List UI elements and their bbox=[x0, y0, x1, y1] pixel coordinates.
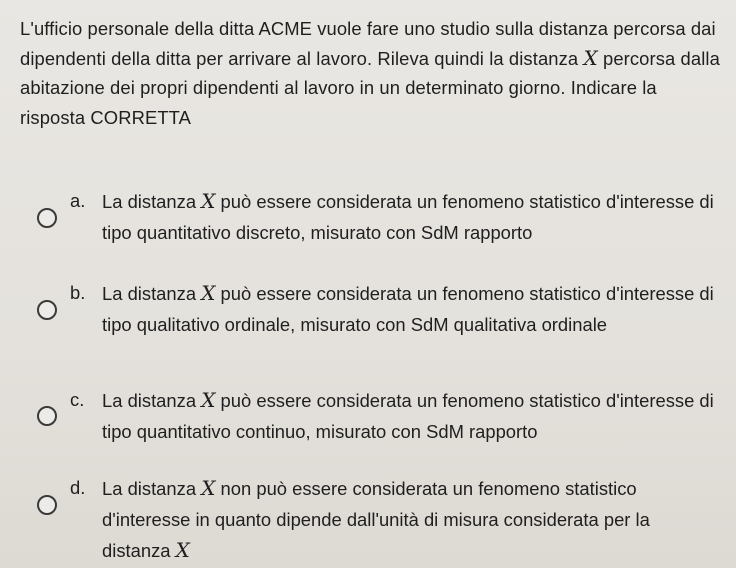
option-b-radio[interactable] bbox=[37, 300, 57, 320]
option-c-text-after: può essere considerata un fenomeno statistico d'interesse di tipo quantitativo continuo, misurato con SdM rapporto bbox=[102, 390, 714, 442]
question-variable: X bbox=[583, 45, 598, 70]
question-text-before: L'ufficio personale della ditta ACME vuole fare uno studio sulla distanza percorsa dai dipendenti della ditta per arrivare al lavoro. Rileva quindi la distanza bbox=[20, 18, 716, 69]
option-a-text-before: La distanza bbox=[102, 191, 202, 212]
option-c-text bbox=[102, 385, 720, 447]
option-c-letter: c. bbox=[70, 389, 85, 410]
option-b-text-after: può essere considerata un fenomeno statistico d'interesse di tipo qualitativo ordinale, misurato con SdM qualitativa ordinale bbox=[102, 283, 714, 335]
option-b-letter: b. bbox=[70, 282, 86, 303]
answer-options bbox=[0, 186, 736, 565]
option-d-text-after: non può essere considerata un fenomeno statistico d'interesse in quanto dipende dall'unità di misura considerata per la distanza bbox=[102, 478, 650, 561]
option-b-text-before: La distanza bbox=[102, 283, 202, 304]
option-d-variable-2: X bbox=[175, 538, 190, 562]
option-b-variable: X bbox=[201, 281, 216, 305]
option-d[interactable] bbox=[0, 473, 736, 565]
option-d-radio[interactable] bbox=[37, 495, 57, 515]
option-c-variable: X bbox=[201, 388, 216, 412]
option-a-text bbox=[102, 186, 720, 248]
option-c[interactable] bbox=[0, 385, 736, 473]
option-c-text-before: La distanza bbox=[102, 390, 202, 411]
option-c-radio[interactable] bbox=[37, 406, 57, 426]
question-text-after: percorsa dalla abitazione dei propri dipendenti al lavoro in un determinato giorno. Indicare la risposta CORRETTA bbox=[20, 47, 720, 128]
option-d-text bbox=[102, 473, 720, 567]
option-a[interactable] bbox=[0, 186, 736, 278]
option-a-radio[interactable] bbox=[37, 208, 57, 228]
option-d-letter: d. bbox=[70, 477, 86, 498]
option-a-letter: a. bbox=[70, 190, 86, 211]
option-b-text bbox=[102, 278, 720, 340]
option-d-text-before: La distanza bbox=[102, 478, 202, 499]
option-b[interactable] bbox=[0, 278, 736, 385]
option-a-text-after: può essere considerata un fenomeno statistico d'interesse di tipo quantitativo discreto, misurato con SdM rapporto bbox=[102, 191, 714, 243]
option-d-variable: X bbox=[201, 476, 216, 500]
question-text bbox=[20, 14, 720, 132]
option-a-variable: X bbox=[201, 189, 216, 213]
